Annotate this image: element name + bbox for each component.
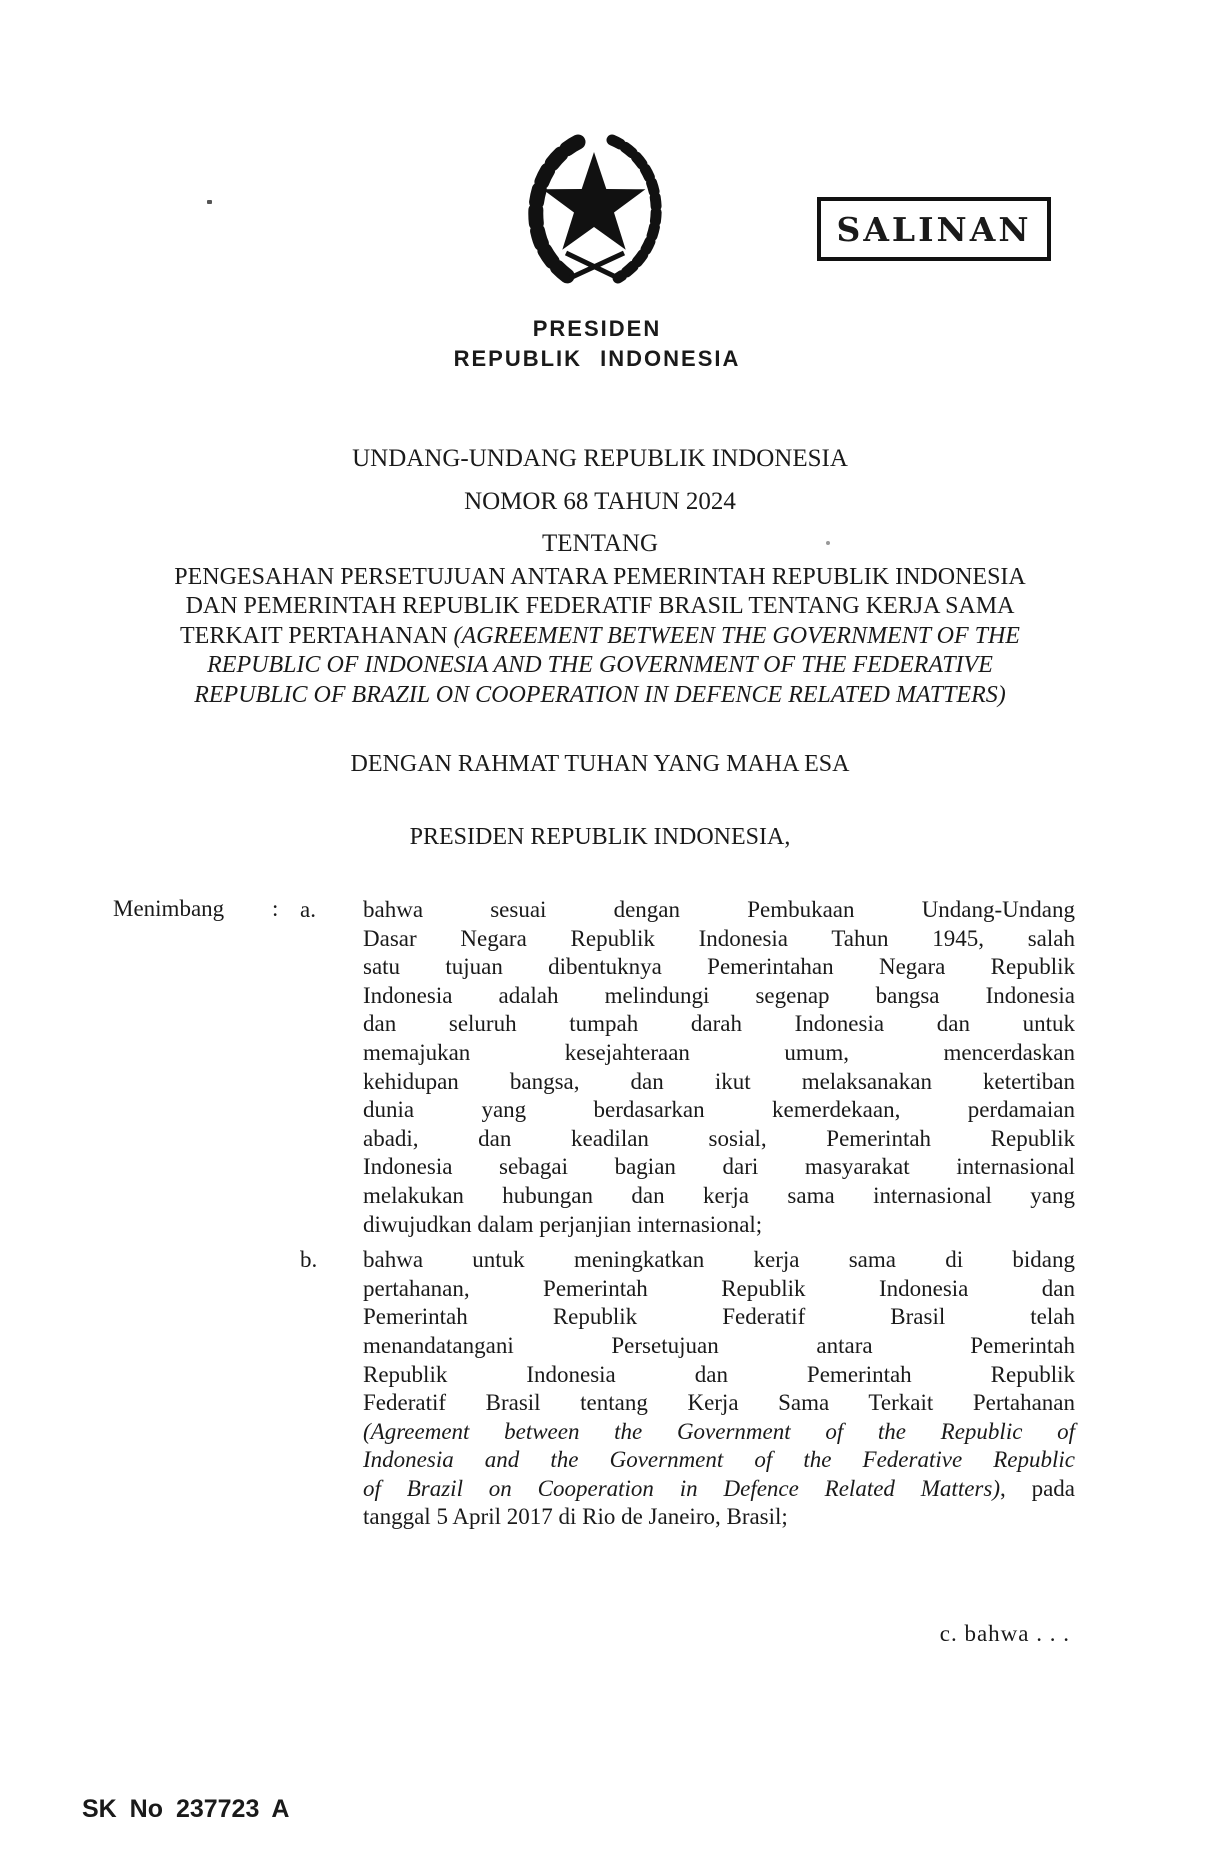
text-segment: bahwa sesuai dengan Pembukaan Undang-Undang xyxy=(363,897,1075,922)
salinan-stamp xyxy=(817,197,1051,261)
text-segment: Dasar Negara Republik Indonesia Tahun 1945, salah xyxy=(363,925,1075,951)
text-segment: TERKAIT PERTAHANAN xyxy=(180,622,454,649)
menimbang-label: Menimbang xyxy=(113,896,225,921)
text-line xyxy=(363,1153,1075,1182)
invocation-line: DENGAN RAHMAT TUHAN YANG MAHA ESA xyxy=(350,751,850,777)
text-segment: melakukan hubungan dan kerja sama internasional yang xyxy=(363,1182,1075,1208)
italic-text-segment: REPUBLIC OF INDONESIA AND THE GOVERNMENT OF THE FEDERATIVE xyxy=(207,652,993,679)
title-line-law: UNDANG-UNDANG REPUBLIK INDONESIA xyxy=(352,445,848,472)
text-line xyxy=(363,1303,1075,1332)
item-lines xyxy=(363,896,1075,1239)
item-letter: b. xyxy=(300,1247,318,1273)
presidential-emblem xyxy=(506,124,684,294)
text-segment: diwujudkan dalam perjanjian internasional; xyxy=(363,1211,763,1237)
text-segment: PENGESAHAN PERSETUJUAN ANTARA PEMERINTAH REPUBLIK INDONESIA xyxy=(174,564,1026,590)
text-line xyxy=(111,563,1089,592)
text-line xyxy=(363,1246,1075,1275)
text-line xyxy=(363,1275,1075,1304)
text-line xyxy=(363,925,1075,954)
text-line xyxy=(363,1475,1075,1504)
text-segment: kehidupan bangsa, dan ikut melaksanakan ketertiban xyxy=(363,1068,1075,1094)
text-line xyxy=(363,1418,1075,1447)
text-segment: dan seluruh tumpah darah Indonesia dan untuk xyxy=(363,1011,1075,1037)
text-segment: Pemerintah Republik Federatif Brasil telah xyxy=(363,1304,1075,1330)
text-line xyxy=(111,622,1089,651)
text-line xyxy=(363,1361,1075,1390)
italic-text-segment: (Agreement between the Government of the Republic of xyxy=(363,1418,1075,1444)
text-segment: menandatangani Persetujuan antara Pemerintah xyxy=(363,1332,1075,1358)
text-line xyxy=(363,1096,1075,1125)
letterhead xyxy=(0,316,1194,372)
subject-title xyxy=(111,563,1089,710)
text-segment: , pada xyxy=(999,1475,1075,1501)
text-segment: memajukan kesejahteraan umum, mencerdaskan xyxy=(363,1039,1075,1065)
considering-item-b xyxy=(300,1246,1080,1532)
item-lines xyxy=(363,1246,1075,1532)
text-segment: Indonesia sebagai bagian dari masyarakat internasional xyxy=(363,1154,1075,1180)
letterhead-presiden: PRESIDEN xyxy=(532,316,662,341)
title-line-tentang: TENTANG xyxy=(541,530,659,557)
title-line-number: NOMOR 68 TAHUN 2024 xyxy=(464,487,736,515)
italic-text-segment: REPUBLIC OF BRAZIL ON COOPERATION IN DEFENCE RELATED MATTERS) xyxy=(194,681,1006,708)
text-line xyxy=(111,681,1089,710)
considering-items xyxy=(300,896,1080,1532)
text-line xyxy=(111,592,1089,621)
text-line xyxy=(363,1389,1075,1418)
text-segment: dunia yang berdasarkan kemerdekaan, perdamaian xyxy=(363,1097,1075,1123)
text-line xyxy=(363,1039,1075,1068)
text-line xyxy=(363,1332,1075,1361)
text-segment: Indonesia adalah melindungi segenap bangsa Indonesia xyxy=(363,982,1075,1008)
text-segment: tanggal 5 April 2017 di Rio de Janeiro, Brasil; xyxy=(363,1504,788,1530)
text-segment: DAN PEMERINTAH REPUBLIK FEDERATIF BRASIL TENTANG KERJA SAMA xyxy=(185,593,1015,620)
star-wreath-emblem-icon xyxy=(506,124,684,294)
page-catchword: c. bahwa . . . xyxy=(939,1621,1070,1646)
stray-mark xyxy=(207,200,212,204)
italic-text-segment: (AGREEMENT BETWEEN THE GOVERNMENT OF THE xyxy=(453,622,1020,649)
text-segment: pertahanan, Pemerintah Republik Indonesia dan xyxy=(363,1275,1075,1301)
menimbang-colon: : xyxy=(272,896,279,921)
text-line xyxy=(363,953,1075,982)
considering-item-a xyxy=(300,896,1080,1239)
text-line xyxy=(363,1068,1075,1097)
text-line xyxy=(363,896,1075,925)
item-letter: a. xyxy=(300,897,316,922)
sk-number: SK No 237723 A xyxy=(82,1795,290,1823)
text-line xyxy=(363,1211,1075,1240)
enacting-authority-line: PRESIDEN REPUBLIK INDONESIA, xyxy=(409,824,791,850)
text-line xyxy=(111,651,1089,680)
text-line xyxy=(363,1446,1075,1475)
salinan-label: SALINAN xyxy=(836,209,1032,249)
text-line xyxy=(363,982,1075,1011)
italic-text-segment: of Brazil on Cooperation in Defence Related Matters) xyxy=(363,1475,1000,1501)
text-segment: abadi, dan keadilan sosial, Pemerintah Republik xyxy=(363,1125,1075,1151)
text-line xyxy=(363,1182,1075,1211)
text-line xyxy=(363,1010,1075,1039)
letterhead-republik-indonesia: REPUBLIK INDONESIA xyxy=(453,346,741,371)
text-line xyxy=(363,1503,1075,1532)
text-segment: satu tujuan dibentuknya Pemerintahan Negara Republik xyxy=(363,954,1075,980)
text-segment: Federatif Brasil tentang Kerja Sama Terkait Pertahanan xyxy=(363,1390,1075,1416)
text-segment: bahwa untuk meningkatkan kerja sama di bidang xyxy=(363,1247,1075,1273)
text-line xyxy=(363,1125,1075,1154)
document-title xyxy=(0,438,1200,566)
text-segment: Republik Indonesia dan Pemerintah Republik xyxy=(363,1361,1075,1387)
italic-text-segment: Indonesia and the Government of the Federative Republic xyxy=(363,1447,1075,1473)
